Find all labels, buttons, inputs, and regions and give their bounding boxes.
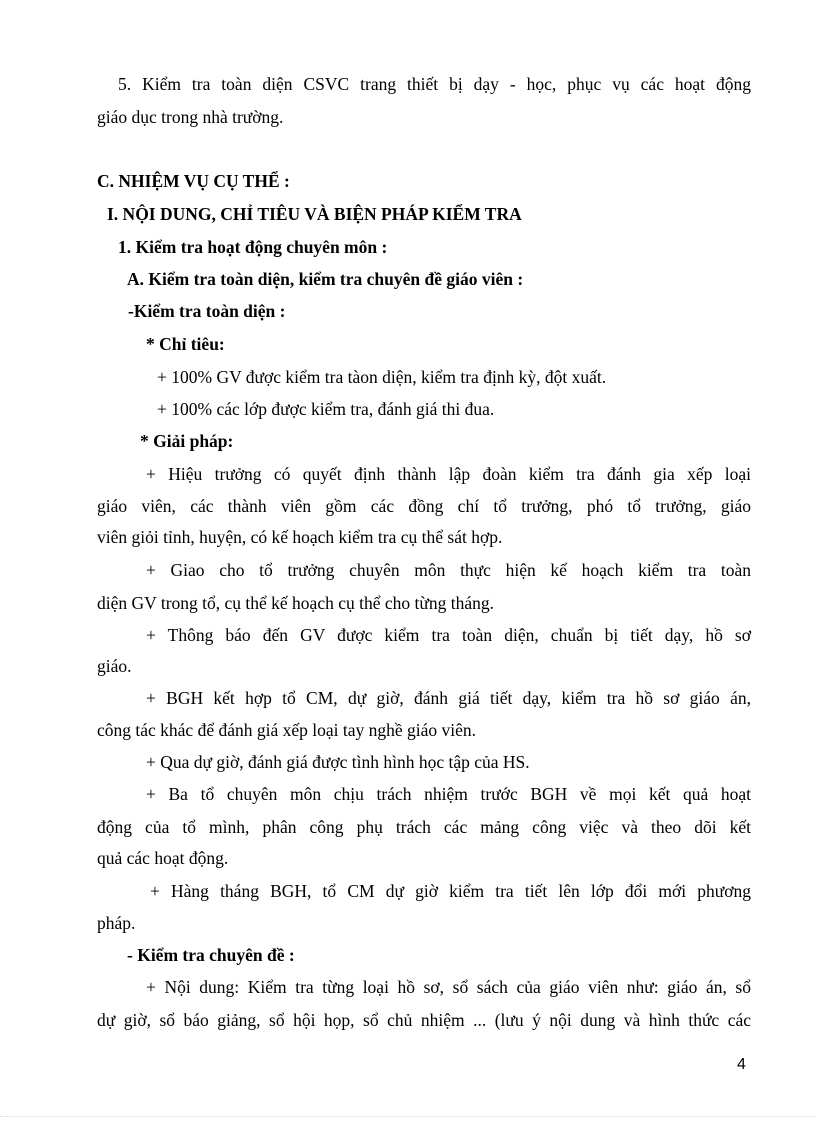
paragraph-line: + Qua dự giờ, đánh giá được tình hình học tập của HS. (146, 752, 530, 772)
paragraph-line: giáo viên, các thành viên gồm các đồng chí tổ trưởng, phó tổ trưởng, giáo (97, 496, 751, 516)
paragraph-line: công tác khác để đánh giá xếp loại tay nghề giáo viên. (97, 720, 477, 740)
subsection-heading: * Giải pháp: (140, 431, 234, 451)
paragraph-line: giáo dục trong nhà trường. (97, 107, 284, 127)
paragraph-line: giáo. (97, 656, 132, 676)
subsection-heading: 1. Kiểm tra hoạt động chuyên môn : (118, 237, 388, 257)
subsection-heading: * Chỉ tiêu: (146, 334, 225, 354)
bullet-line: + 100% GV được kiểm tra tàon diện, kiểm tra định kỳ, đột xuất. (157, 367, 607, 387)
paragraph-line: dự giờ, sổ báo giảng, sổ hội họp, sổ chủ nhiệm ... (lưu ý nội dung và hình thức các (97, 1010, 751, 1030)
paragraph-line: 5. Kiểm tra toàn diện CSVC trang thiết bị dạy - học, phục vụ các hoạt động (118, 74, 751, 94)
paragraph-line: + Nội dung: Kiểm tra từng loại hồ sơ, sổ sách của giáo viên như: giáo án, sổ (146, 977, 751, 997)
section-heading: C. NHIỆM VỤ CỤ THỂ : (97, 171, 290, 191)
paragraph-line: động của tổ mình, phân công phụ trách các mảng công việc và theo dõi kết (97, 817, 751, 837)
paragraph-line: diện GV trong tổ, cụ thể kế hoạch cụ thể cho từng tháng. (97, 593, 494, 613)
paragraph-line: pháp. (97, 913, 136, 933)
subsection-heading: -Kiểm tra toàn diện : (128, 301, 286, 321)
paragraph-line: quả các hoạt động. (97, 848, 229, 868)
page-number: 4 (737, 1056, 746, 1073)
paragraph-line: + Giao cho tổ trưởng chuyên môn thực hiện kế hoạch kiểm tra toàn (146, 560, 751, 580)
paragraph-line: + Ba tổ chuyên môn chịu trách nhiệm trước BGH về mọi kết quả hoạt (146, 784, 751, 804)
paragraph-line: + Hàng tháng BGH, tổ CM dự giờ kiểm tra tiết lên lớp đổi mới phương (150, 881, 751, 901)
paragraph-line: viên giỏi tỉnh, huyện, có kế hoạch kiểm tra cụ thể sát hợp. (97, 527, 503, 547)
paragraph-line: + Hiệu trưởng có quyết định thành lập đoàn kiểm tra đánh gia xếp loại (146, 464, 751, 484)
paragraph-line: + BGH kết hợp tổ CM, dự giờ, đánh giá tiết dạy, kiểm tra hồ sơ giáo án, (146, 688, 751, 708)
subsection-heading: A. Kiểm tra toàn diện, kiểm tra chuyên đề giáo viên : (127, 269, 524, 289)
page-bottom-divider (0, 1116, 816, 1117)
section-heading: I. NỘI DUNG, CHỈ TIÊU VÀ BIỆN PHÁP KIỂM TRA (107, 204, 522, 224)
paragraph-line: + Thông báo đến GV được kiểm tra toàn diện, chuẩn bị tiết dạy, hồ sơ (146, 625, 751, 645)
subsection-heading: - Kiểm tra chuyên đề : (127, 945, 295, 965)
bullet-line: + 100% các lớp được kiểm tra, đánh giá thi đua. (157, 399, 495, 419)
